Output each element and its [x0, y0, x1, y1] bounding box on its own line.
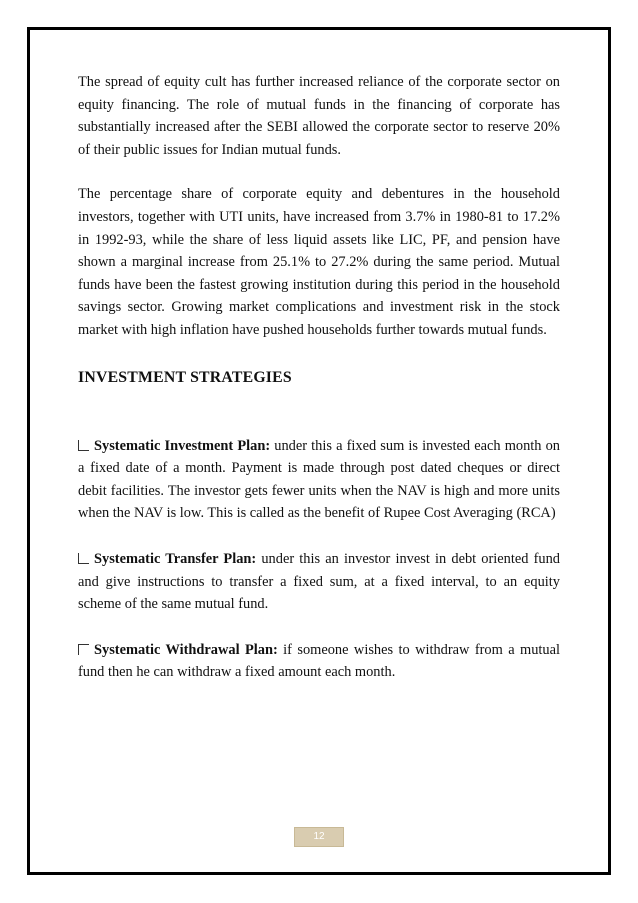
- strategy-text: under this an investor invest in debt oriented fund and give instructions to transfer a fixed sum, at a fixed interval, to an equity scheme of the same mutual fund.: [78, 550, 560, 613]
- page-number: 12: [294, 827, 344, 847]
- strategy-item-swp: [78, 639, 560, 684]
- strategy-title: Systematic Transfer Plan:: [94, 550, 257, 567]
- strategy-text: if someone wishes to withdraw from a mutual fund then he can withdraw a fixed amount each month.: [78, 641, 560, 681]
- corner-bullet-bottom-left-icon: [78, 553, 89, 564]
- paragraph-equity-cult: The spread of equity cult has further increased reliance of the corporate sector on equity financing. The role of mutual funds in the financing of corporate has substantially increased after the SEBI allowed the corporate sector to reserve 20% of their public issues for Indian mutual funds.: [78, 74, 560, 158]
- document-body: [78, 71, 560, 707]
- section-heading: INVESTMENT STRATEGIES: [78, 368, 292, 386]
- strategy-text: under this a fixed sum is invested each month on a fixed date of a month. Payment is made through post dated cheques or direct debit facilities. The investor gets fewer units when the NAV is high and more units when the NAV is low. This is called as the benefit of Rupee Cost Averaging (RCA): [78, 437, 560, 522]
- corner-bullet-bottom-left-icon: [78, 440, 89, 451]
- strategy-item-sip: [78, 435, 560, 525]
- strategy-title: Systematic Withdrawal Plan:: [94, 641, 278, 658]
- strategy-item-stp: [78, 548, 560, 616]
- paragraph-percentage-share: The percentage share of corporate equity and debentures in the household investors, together with UTI units, have increased from 3.7% in 1980-81 to 17.2% in 1992-93, while the share of less liquid assets like LIC, PF, and pension have shown a marginal increase from 25.1% to 27.2% during the same period. Mutual funds have been the fastest growing institution during this period in the household savings sector. Growing market complications and investment risk in the stock market with high inflation have pushed households further towards mutual funds.: [78, 186, 560, 338]
- strategy-title: Systematic Investment Plan:: [94, 437, 271, 454]
- corner-bullet-top-left-icon: [78, 644, 89, 655]
